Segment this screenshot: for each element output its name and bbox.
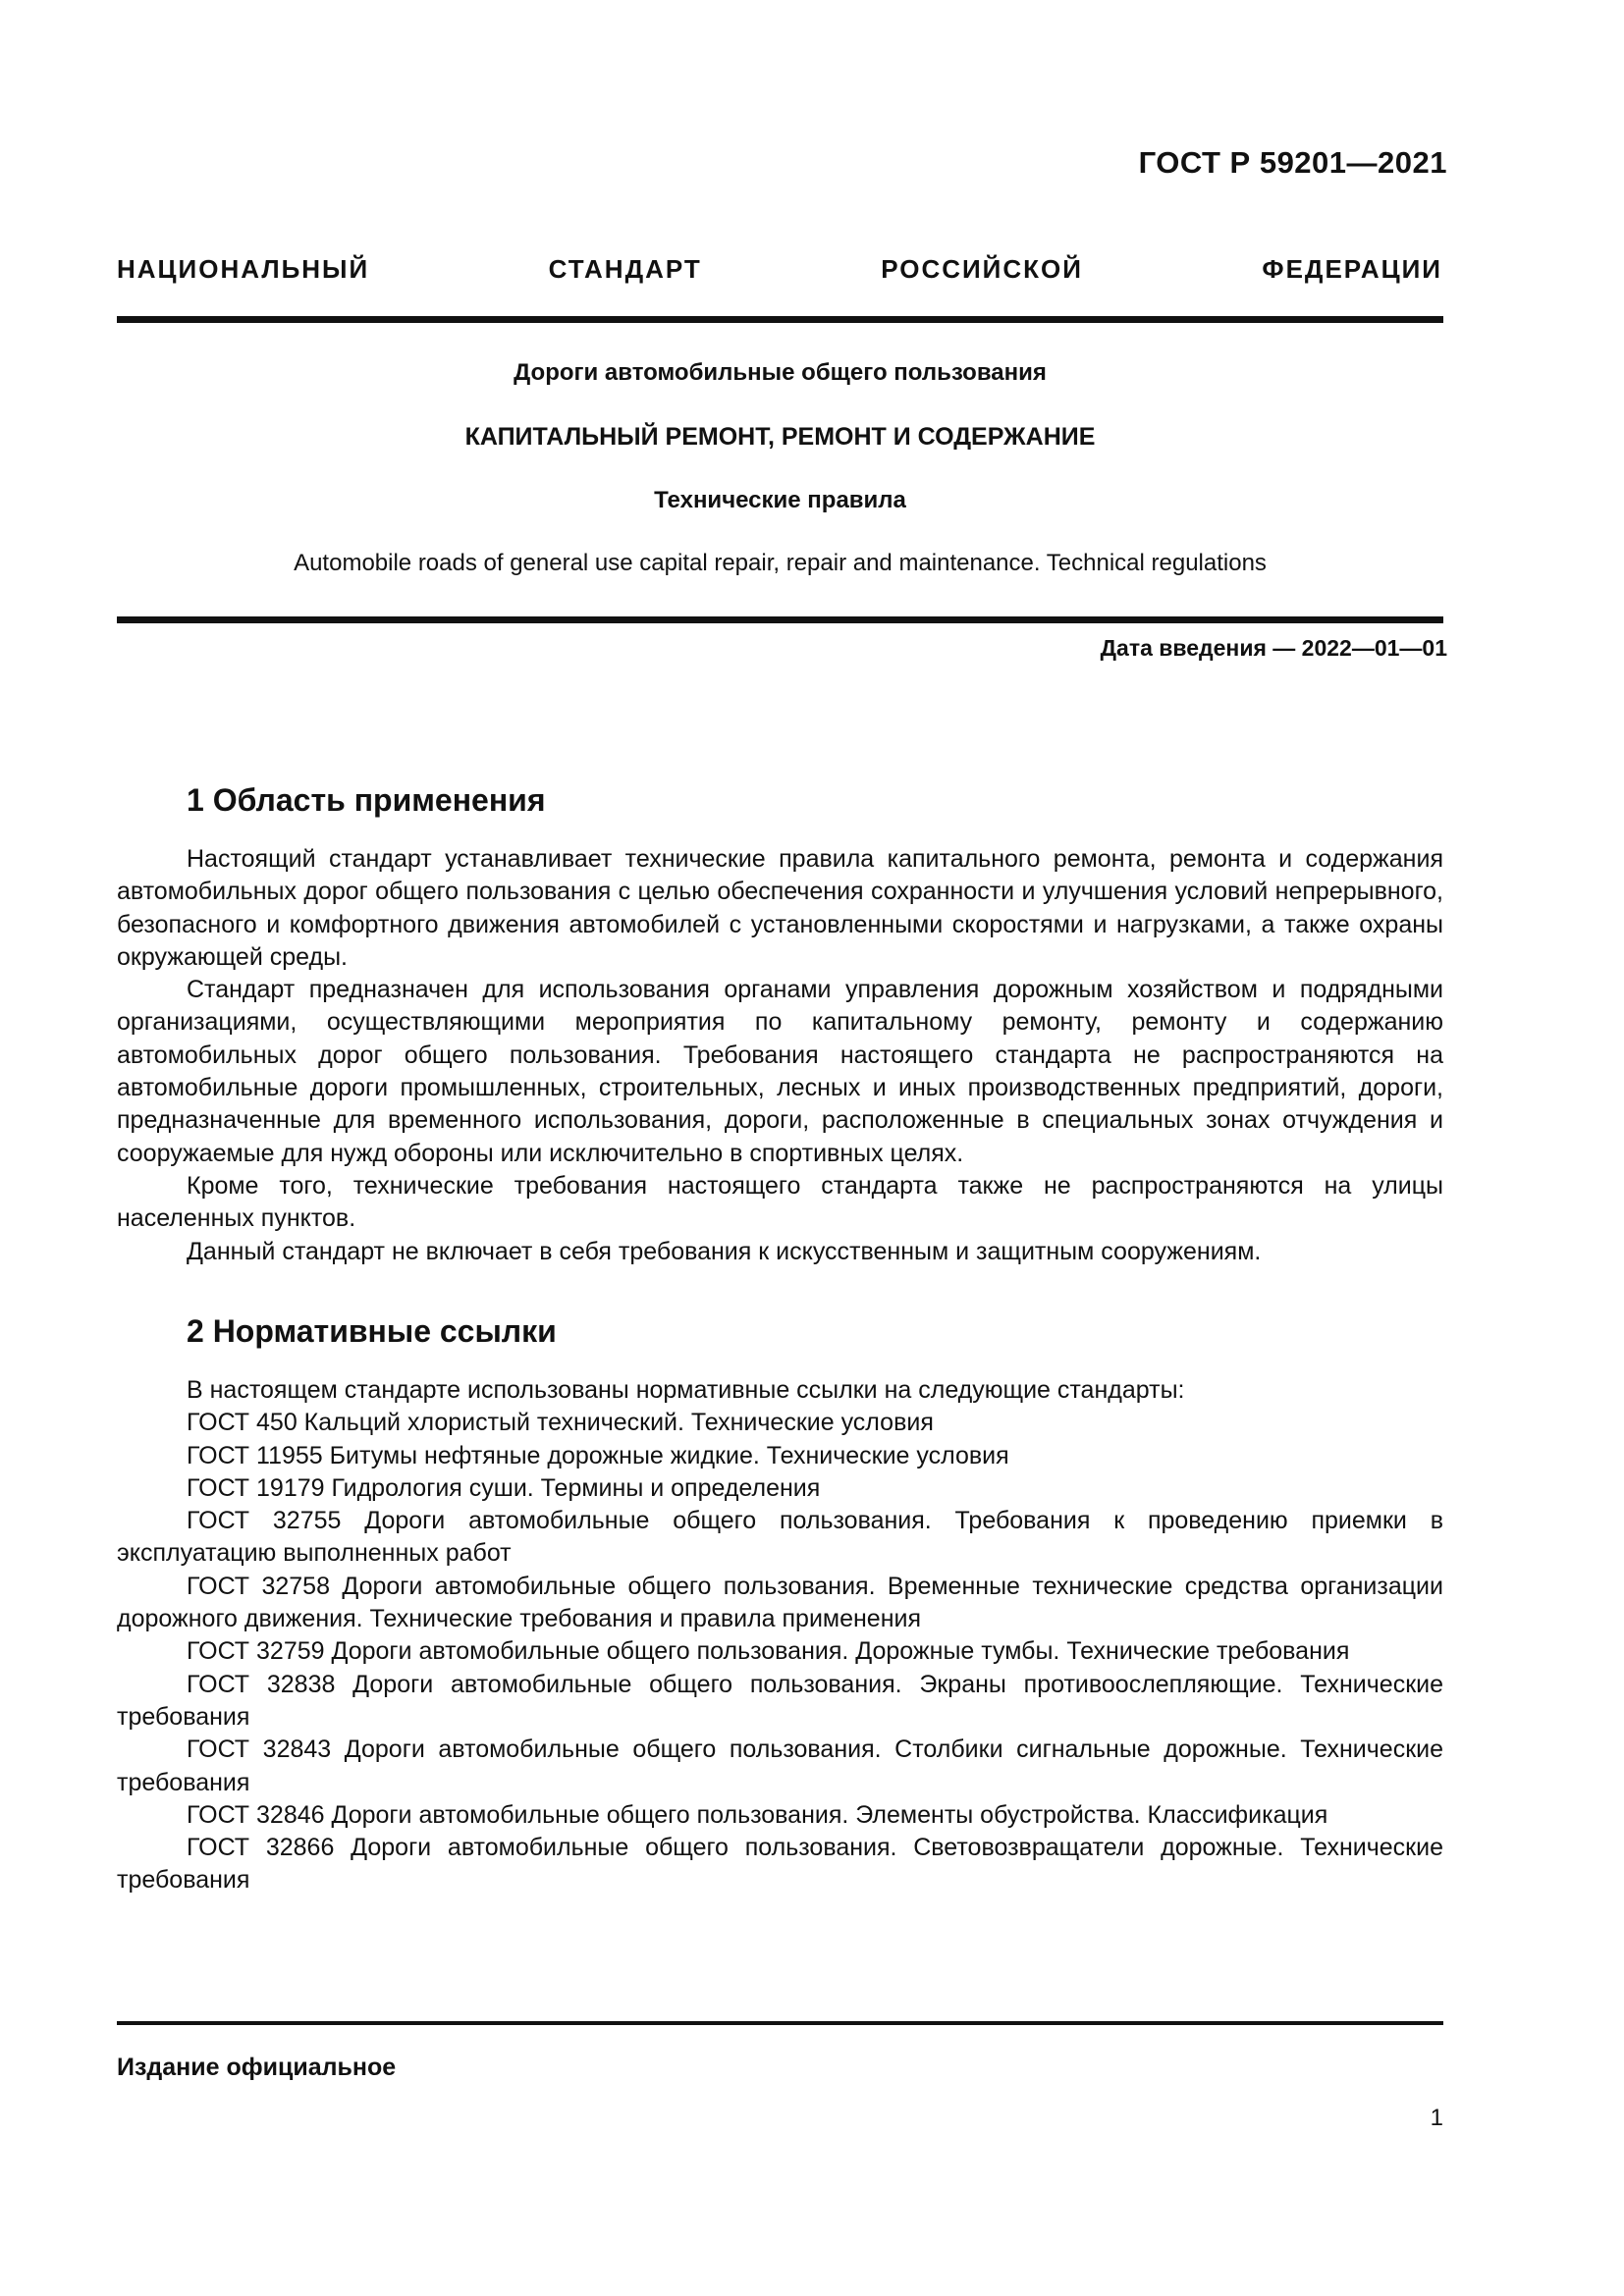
section-1-paragraph: Данный стандарт не включает в себя требования к искусственным и защитным сооружениям. bbox=[187, 1237, 1262, 1265]
document-id: ГОСТ Р 59201—2021 bbox=[1138, 145, 1447, 180]
introduction-date: Дата введения — 2022—01—01 bbox=[1100, 635, 1447, 661]
section-1-paragraph: Кроме того, технические требования настоящего стандарта также не распространяются на улицы населенных пунктов. bbox=[117, 1171, 1443, 1233]
reference-item: ГОСТ 11955 Битумы нефтяные дорожные жидкие. Технические условия bbox=[187, 1441, 1009, 1469]
reference-item: ГОСТ 450 Кальций хлористый технический. Технические условия bbox=[187, 1409, 934, 1437]
header-rule bbox=[117, 316, 1443, 323]
national-standard-banner: НАЦИОНАЛЬНЫЙ СТАНДАРТ РОССИЙСКОЙ ФЕДЕРАЦИИ bbox=[117, 254, 1442, 284]
title-line-1: Дороги автомобильные общего пользования bbox=[514, 359, 1047, 386]
title-line-2: КАПИТАЛЬНЫЙ РЕМОНТ, РЕМОНТ И СОДЕРЖАНИЕ bbox=[464, 423, 1096, 451]
section-1-heading: 1 Область применения bbox=[187, 782, 546, 818]
reference-item: ГОСТ 32838 Дороги автомобильные общего пользования. Экраны противоослепляющие. Технические требования bbox=[117, 1670, 1443, 1731]
reference-item: ГОСТ 32843 Дороги автомобильные общего пользования. Столбики сигнальные дорожные. Технические требования bbox=[117, 1735, 1443, 1796]
official-edition-label: Издание официальное bbox=[117, 2054, 397, 2081]
section-1-paragraph: Стандарт предназначен для использования органами управления дорожным хозяйством и подрядными организациями, осуществляющими мероприятия по капитальному ремонту, ремонту и содержанию автомобильных дорог общего пользования. Требования настоящего стандарта не распространяются на автомобильные дороги промышленных, строительных, лесных и иных производственных предприятий, дороги, предназначенные для временного использования, дороги, расположенные в специальных зонах отчуждения и сооружаемые для нужд обороны или исключительно в спортивных целях. bbox=[117, 976, 1443, 1167]
reference-item: ГОСТ 32866 Дороги автомобильные общего пользования. Световозвращатели дорожные. Технические требования bbox=[117, 1834, 1443, 1895]
section-1-paragraph: Настоящий стандарт устанавливает технические правила капитального ремонта, ремонта и содержания автомобильных дорог общего пользования с целью обеспечения сохранности и улучшения условий непрерывного, безопасного и комфортного движения автомобилей с установленными скоростями и нагрузками, а также охраны окружающей среды. bbox=[117, 845, 1443, 971]
reference-item: ГОСТ 32755 Дороги автомобильные общего пользования. Требования к проведению приемки в эксплуатацию выполненных работ bbox=[117, 1507, 1443, 1568]
title-rule bbox=[117, 616, 1443, 623]
reference-item: ГОСТ 32846 Дороги автомобильные общего пользования. Элементы обустройства. Классификация bbox=[187, 1800, 1328, 1829]
section-2-intro: В настоящем стандарте использованы нормативные ссылки на следующие стандарты: bbox=[187, 1376, 1185, 1404]
footer-rule bbox=[117, 2021, 1443, 2025]
reference-item: ГОСТ 32759 Дороги автомобильные общего пользования. Дорожные тумбы. Технические требования bbox=[187, 1637, 1350, 1666]
page-number: 1 bbox=[1430, 2105, 1443, 2131]
title-english: Automobile roads of general use capital repair, repair and maintenance. Technical regulations bbox=[294, 550, 1267, 576]
title-line-3: Технические правила bbox=[654, 487, 906, 513]
section-2-heading: 2 Нормативные ссылки bbox=[187, 1313, 557, 1349]
reference-item: ГОСТ 19179 Гидрология суши. Термины и определения bbox=[187, 1473, 821, 1502]
section-2-body bbox=[117, 1374, 1443, 1897]
section-1-body bbox=[117, 843, 1443, 1268]
reference-item: ГОСТ 32758 Дороги автомобильные общего пользования. Временные технические средства организации дорожного движения. Технические требования и правила применения bbox=[117, 1572, 1443, 1633]
